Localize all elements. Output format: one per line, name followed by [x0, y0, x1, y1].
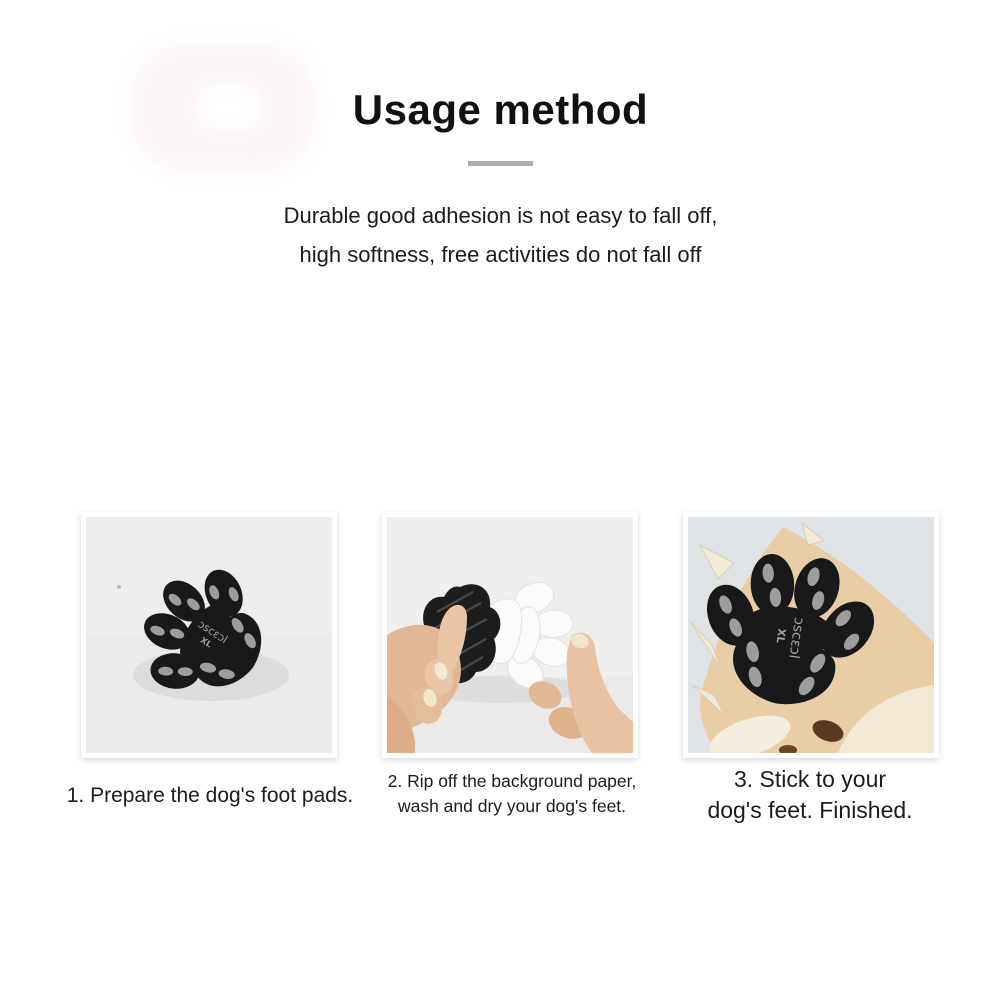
step-1-image [81, 512, 337, 758]
subtitle-line-2: high softness, free activities do not fall off [299, 242, 702, 267]
step-2-image [382, 512, 638, 758]
paw-sticker-photo [86, 517, 332, 753]
dog-paw-photo [688, 517, 934, 753]
step-2-caption-line-1: 2. Rip off the background paper, [387, 771, 637, 791]
step-2-caption [388, 769, 637, 819]
step-3-image [683, 512, 939, 758]
step-3-caption-line-2: dog's feet. Finished. [707, 797, 913, 823]
subtitle-line-1: Durable good adhesion is not easy to fall off, [283, 203, 718, 228]
step-1-caption-line-1: 1. Prepare the dog's foot pads. [66, 784, 354, 807]
page-title: Usage method [352, 86, 649, 133]
peeling-backing-photo [387, 517, 633, 753]
step-3-caption [707, 764, 912, 826]
page-subtitle [0, 196, 1001, 274]
step-1-caption [67, 783, 354, 809]
step-3-caption-line-1: 3. Stick to your [733, 766, 887, 792]
step-2-caption-line-2: wash and dry your dog's feet. [397, 796, 627, 816]
title-divider [468, 161, 533, 166]
